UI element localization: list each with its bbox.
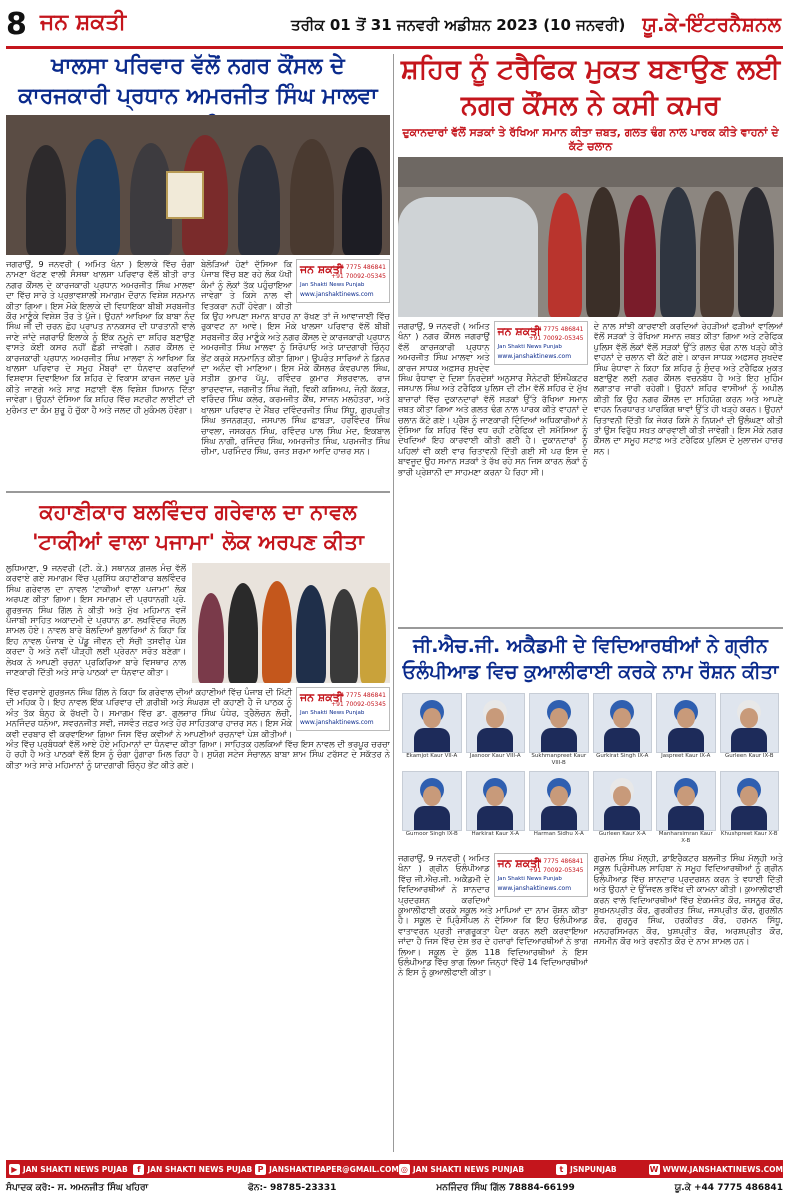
social-item[interactable]: [524, 1164, 649, 1175]
student-name: Gurkirat Singh IX-A: [596, 753, 649, 759]
student-name: Gurleen Kaur X-A: [598, 831, 646, 837]
student-photo: [656, 771, 716, 831]
student-card: [466, 693, 526, 767]
student-photo: [402, 771, 462, 831]
story-traffic-drive: [398, 52, 783, 623]
student-card: [402, 693, 462, 767]
student-photo: [466, 693, 526, 753]
headline: ਕਹਾਣੀਕਾਰ ਬਲਵਿੰਦਰ ਗਰੇਵਾਲ ਦਾ ਨਾਵਲ 'ਟਾਕੀਆਂ ਵਾਲਾ ਪਜਾਮਾ' ਲੋਕ ਅਰਪਣ ਕੀਤਾ: [32, 500, 364, 554]
story-photo: [192, 563, 390, 683]
student-name: Jaspreet Kaur IX-A: [661, 753, 711, 759]
section-title: ਯੂ.ਕੇ-ਇੰਟਰਨੈਸ਼ਨਲ: [642, 12, 781, 36]
student-name: Gurleen Kaur IX-B: [724, 753, 774, 759]
student-card: [529, 771, 589, 845]
student-gallery: [398, 689, 783, 849]
footer: [0, 1158, 789, 1200]
story-novel-launch: [6, 497, 390, 1087]
student-card: [402, 771, 462, 845]
story-text-intro: ਲੁਧਿਆਣਾ, 9 ਜਨਵਰੀ (ਟੀ. ਕੇ.) ਸਥਾਨਕ ਗ਼ਜ਼ਲ ਮੰਚ ਵੱਲੋਂ ਕਰਵਾਏ ਗਏ ਸਮਾਗਮ ਵਿੱਚ ਪ੍ਰਸਿੱਧ ਕਹਾਣੀਕਾਰ ਬਲਵਿੰਦਰ ਸਿੰਘ ਗਰੇਵਾਲ ਦਾ ਨਾਵਲ 'ਟਾਕੀਆਂ ਵਾਲਾ ਪਜਾਮਾ' ਲੋਕ ਅਰਪਣ ਕੀਤਾ ਗਿਆ। ਇਸ ਸਮਾਗਮ ਦੀ ਪ੍ਰਧਾਨਗੀ ਪ੍ਰੋ. ਗੁਰਭਜਨ ਸਿੰਘ ਗਿੱਲ ਨੇ ਕੀਤੀ ਅਤੇ ਮੁੱਖ ਮਹਿਮਾਨ ਵਜੋਂ ਪੰਜਾਬੀ ਸਾਹਿਤ ਅਕਾਦਮੀ ਦੇ ਪ੍ਰਧਾਨ ਡਾ. ਲਖਵਿੰਦਰ ਜੌਹਲ ਸ਼ਾਮਲ ਹੋਏ। ਨਾਵਲ ਬਾਰੇ ਬੋਲਦਿਆਂ ਬੁਲਾਰਿਆਂ ਨੇ ਕਿਹਾ ਕਿ ਇਹ ਨਾਵਲ ਪੰਜਾਬ ਦੇ ਪੇਂਡੂ ਜੀਵਨ ਦੀ ਸੱਚੀ ਤਸਵੀਰ ਪੇਸ਼ ਕਰਦਾ ਹੈ ਅਤੇ ਨਵੀਂ ਪੀੜ੍ਹੀ ਲਈ ਪ੍ਰੇਰਨਾ ਸਰੋਤ ਬਣੇਗਾ। ਲੇਖਕ ਨੇ ਆਪਣੀ ਰਚਨਾ ਪ੍ਰਕਿਰਿਆ ਬਾਰੇ ਵਿਸਥਾਰ ਨਾਲ ਜਾਣਕਾਰੀ ਦਿੱਤੀ ਅਤੇ ਸਾਰੇ ਪਾਠਕਾਂ ਦਾ ਧੰਨਵਾਦ ਕੀਤਾ।: [6, 563, 186, 678]
student-photo: [656, 693, 716, 753]
social-item[interactable]: [399, 1164, 524, 1175]
page-number: 8: [6, 7, 27, 42]
social-item[interactable]: [6, 1164, 131, 1175]
story-text-col1: ਜਨ ਸ਼ਕਤੀ +44 7775 486841 +91 70092-05345 Jan Shakti News Punjab www.janshaktinews.com ਜਗਰਾਉਂ, 9 ਜਨਵਰੀ ( ਅਮਿਤ ਖੰਨਾ ) ਨਗਰ ਕੌਂਸਲ ਜਗਰਾਉਂ ਵੱਲੋਂ ਕਾਰਜਕਾਰੀ ਪ੍ਰਧਾਨ ਅਮਰਜੀਤ ਸਿੰਘ ਮਾਲਵਾ ਅਤੇ ਕਾਰਜ ਸਾਧਕ ਅਫ਼ਸਰ ਸੁਖਦੇਵ ਸਿੰਘ ਰੰਧਾਵਾ ਦੇ ਦਿਸ਼ਾ ਨਿਰਦੇਸ਼ਾਂ ਅਨੁਸਾਰ ਸੈਨੇਟਰੀ ਇੰਸਪੈਕਟਰ ਜਸਪਾਲ ਸਿੰਘ ਅਤੇ ਟਰੈਫਿਕ ਪੁਲਿਸ ਦੀ ਟੀਮ ਵੱਲੋਂ ਸ਼ਹਿਰ ਦੇ ਮੁੱਖ ਬਾਜ਼ਾਰਾਂ ਵਿੱਚ ਦੁਕਾਨਦਾਰਾਂ ਵੱਲੋਂ ਸੜਕਾਂ ਉੱਤੇ ਰੱਖਿਆ ਸਮਾਨ ਜ਼ਬਤ ਕੀਤਾ ਗਿਆ ਅਤੇ ਗਲਤ ਢੰਗ ਨਾਲ ਪਾਰਕ ਕੀਤੇ ਵਾਹਨਾਂ ਦੇ ਚਲਾਨ ਕੱਟੇ ਗਏ। ਪ੍ਰੈਸ ਨੂੰ ਜਾਣਕਾਰੀ ਦਿੰਦਿਆਂ ਅਧਿਕਾਰੀਆਂ ਨੇ ਦੱਸਿਆ ਕਿ ਸ਼ਹਿਰ ਵਿੱਚ ਵਧ ਰਹੀ ਟਰੈਫਿਕ ਦੀ ਸਮੱਸਿਆ ਨੂੰ ਦੇਖਦਿਆਂ ਇਹ ਕਾਰਵਾਈ ਕੀਤੀ ਗਈ ਹੈ। ਦੁਕਾਨਦਾਰਾਂ ਨੂੰ ਪਹਿਲਾਂ ਵੀ ਕਈ ਵਾਰ ਚਿਤਾਵਨੀ ਦਿੱਤੀ ਗਈ ਸੀ ਪਰ ਇਸ ਦੇ ਬਾਵਜੂਦ ਉਹ ਸਮਾਨ ਸੜਕਾਂ ਤੇ ਰੱਖ ਰਹੇ ਸਨ ਜਿਸ ਕਾਰਨ ਲੋਕਾਂ ਨੂੰ ਭਾਰੀ ਪ੍ਰੇਸ਼ਾਨੀ ਦਾ ਸਾਹਮਣਾ ਕਰਨਾ ਪੈ ਰਿਹਾ ਸੀ।: [398, 321, 588, 477]
story-khalsa-parivar: [6, 52, 390, 487]
student-card: [656, 771, 716, 845]
social-icon: t: [556, 1164, 567, 1175]
brand-logo: ਜਨ ਸ਼ਕਤੀ: [40, 10, 127, 35]
student-name: Gurnoor Singh IX-B: [405, 831, 458, 837]
student-photo: [593, 771, 653, 831]
student-name: Khushpreet Kaur X-B: [720, 831, 778, 837]
jan-shakti-logo-box: ਜਨ ਸ਼ਕਤੀ +44 7775 486841 +91 70092-05345 Jan Shakti News Punjab www.janshaktinews.com: [296, 687, 390, 731]
manager-credit: ਮਨਜਿੰਦਰ ਸਿੰਘ ਗਿੱਲ 78884-66199: [436, 1183, 575, 1193]
story-text-col1: ਜਨ ਸ਼ਕਤੀ +44 7775 486841 +91 70092-05345 Jan Shakti News Punjab www.janshaktinews.com ਜਗਰਾਉਂ, 9 ਜਨਵਰੀ ( ਅਮਿਤ ਖੰਨਾ ) ਗ੍ਰੀਨ ਓਲੰਪੀਆਡ ਵਿੱਚ ਜੀ.ਐਚ.ਜੀ. ਅਕੈਡਮੀ ਦੇ ਵਿਦਿਆਰਥੀਆਂ ਨੇ ਸ਼ਾਨਦਾਰ ਪ੍ਰਦਰਸ਼ਨ ਕਰਦਿਆਂ ਕੁਆਲੀਫਾਈ ਕਰਕੇ ਸਕੂਲ ਅਤੇ ਮਾਪਿਆਂ ਦਾ ਨਾਮ ਰੌਸ਼ਨ ਕੀਤਾ ਹੈ। ਸਕੂਲ ਦੇ ਪ੍ਰਿੰਸੀਪਲ ਨੇ ਦੱਸਿਆ ਕਿ ਇਹ ਓਲੰਪੀਆਡ ਵਾਤਾਵਰਨ ਪ੍ਰਤੀ ਜਾਗਰੂਕਤਾ ਪੈਦਾ ਕਰਨ ਲਈ ਕਰਵਾਇਆ ਜਾਂਦਾ ਹੈ ਜਿਸ ਵਿੱਚ ਦੇਸ਼ ਭਰ ਦੇ ਹਜ਼ਾਰਾਂ ਵਿਦਿਆਰਥੀਆਂ ਨੇ ਭਾਗ ਲਿਆ। ਸਕੂਲ ਦੇ ਕੁੱਲ 118 ਵਿਦਿਆਰਥੀਆਂ ਨੇ ਇਸ ਓਲੰਪੀਆਡ ਵਿੱਚ ਭਾਗ ਲਿਆ ਜਿਨ੍ਹਾਂ ਵਿੱਚੋਂ 14 ਵਿਦਿਆਰਥੀਆਂ ਨੇ ਇਸ ਨੂੰ ਕੁਆਲੀਫਾਈ ਕੀਤਾ।: [398, 853, 588, 978]
social-icon: f: [133, 1164, 144, 1175]
student-photo: [720, 693, 780, 753]
story-text-col2: ਦੇ ਨਾਲ ਸਾਂਝੀ ਕਾਰਵਾਈ ਕਰਦਿਆਂ ਰੇਹੜੀਆਂ ਫੜੀਆਂ ਵਾਲਿਆਂ ਵੱਲੋਂ ਸੜਕਾਂ ਤੇ ਰੱਖਿਆ ਸਮਾਨ ਜ਼ਬਤ ਕੀਤਾ ਗਿਆ ਅਤੇ ਟਰੈਫਿਕ ਪੁਲਿਸ ਵੱਲੋਂ ਲੋਕਾਂ ਵੱਲੋਂ ਸੜਕਾਂ ਉੱਤੇ ਗਲਤ ਢੰਗ ਨਾਲ ਖੜ੍ਹੇ ਕੀਤੇ ਵਾਹਨਾਂ ਦੇ ਚਲਾਨ ਵੀ ਕੱਟੇ ਗਏ। ਕਾਰਜ ਸਾਧਕ ਅਫ਼ਸਰ ਸੁਖਦੇਵ ਸਿੰਘ ਰੰਧਾਵਾ ਨੇ ਕਿਹਾ ਕਿ ਸ਼ਹਿਰ ਨੂੰ ਸੁੰਦਰ ਅਤੇ ਟਰੈਫਿਕ ਮੁਕਤ ਬਣਾਉਣ ਲਈ ਨਗਰ ਕੌਂਸਲ ਵਚਨਬੱਧ ਹੈ ਅਤੇ ਇਹ ਮੁਹਿੰਮ ਲਗਾਤਾਰ ਜਾਰੀ ਰਹੇਗੀ। ਉਹਨਾਂ ਸ਼ਹਿਰ ਵਾਸੀਆਂ ਨੂੰ ਅਪੀਲ ਕੀਤੀ ਕਿ ਉਹ ਨਗਰ ਕੌਂਸਲ ਦਾ ਸਹਿਯੋਗ ਕਰਨ ਅਤੇ ਆਪਣੇ ਵਾਹਨ ਨਿਰਧਾਰਤ ਪਾਰਕਿੰਗ ਥਾਵਾਂ ਉੱਤੇ ਹੀ ਖੜ੍ਹੇ ਕਰਨ। ਉਹਨਾਂ ਚਿਤਾਵਨੀ ਦਿੱਤੀ ਕਿ ਜੇਕਰ ਕਿਸੇ ਨੇ ਨਿਯਮਾਂ ਦੀ ਉਲੰਘਣਾ ਕੀਤੀ ਤਾਂ ਉਸ ਵਿਰੁੱਧ ਸਖ਼ਤ ਕਾਰਵਾਈ ਕੀਤੀ ਜਾਵੇਗੀ। ਇਸ ਮੌਕੇ ਨਗਰ ਕੌਂਸਲ ਦਾ ਸਮੂਹ ਸਟਾਫ਼ ਅਤੇ ਟਰੈਫਿਕ ਪੁਲਿਸ ਦੇ ਮੁਲਾਜ਼ਮ ਹਾਜ਼ਰ ਸਨ।: [593, 321, 783, 456]
right-column: [398, 52, 783, 1037]
left-column: [6, 52, 390, 1087]
jan-shakti-logo-box: ਜਨ ਸ਼ਕਤੀ +44 7775 486841 +91 70092-05345 Jan Shakti News Punjab www.janshaktinews.com: [494, 321, 588, 365]
student-photo: [529, 693, 589, 753]
divider: [398, 627, 783, 629]
dateline: ਤਰੀਕ 01 ਤੋਂ 31 ਜਨਵਰੀ ਅਡੀਸ਼ਨ 2023 (10 ਜਨਵਰੀ): [291, 16, 626, 34]
column-divider: [393, 54, 394, 1152]
social-icon: W: [649, 1164, 659, 1174]
headline: ਜੀ.ਐਚ.ਜੀ. ਅਕੈਡਮੀ ਦੇ ਵਿਦਿਆਰਥੀਆਂ ਨੇ ਗ੍ਰੀਨ ਓਲੰਪੀਆਡ ਵਿਚ ਕੁਆਲੀਫਾਈ ਕਰਕੇ ਨਾਮ ਰੌਸ਼ਨ ਕੀਤਾ: [402, 635, 779, 683]
student-photo: [402, 693, 462, 753]
social-label: JANSHAKTIPAPER@GMAIL.COM: [269, 1164, 399, 1174]
jan-shakti-logo-box: ਜਨ ਸ਼ਕਤੀ +44 7775 486841 +91 70092-05345 Jan Shakti News Punjab www.janshaktinews.com: [494, 853, 588, 897]
student-name: Sukhmanpreet Kaur VIII-B: [531, 753, 587, 766]
student-photo: [593, 693, 653, 753]
student-card: [593, 693, 653, 767]
footer-contacts: [6, 1180, 783, 1196]
headline: ਸ਼ਹਿਰ ਨੂੰ ਟਰੈਫਿਕ ਮੁਕਤ ਬਣਾਉਣ ਲਈ ਨਗਰ ਕੌਂਸਲ ਨੇ ਕਸੀ ਕਮਰ: [400, 54, 781, 121]
student-photo: [529, 771, 589, 831]
social-label: JAN SHAKTI NEWS PUJAB: [22, 1164, 128, 1174]
student-name: Harman Sidhu X-A: [533, 831, 584, 837]
jan-shakti-logo-box: ਜਨ ਸ਼ਕਤੀ +44 7775 486841 +91 70092-05345 Jan Shakti News Punjab www.janshaktinews.com: [296, 259, 390, 303]
social-label: JAN SHAKTI NEWS PUJAB: [147, 1164, 253, 1174]
social-bar: [6, 1160, 783, 1178]
student-name: Harkirat Kaur X-A: [471, 831, 519, 837]
social-label: WWW.JANSHAKTINEWS.COM: [662, 1164, 783, 1174]
social-item[interactable]: [649, 1164, 783, 1175]
social-icon: P: [255, 1164, 266, 1175]
student-name: Ekamjot Kaur VII-A: [406, 753, 458, 759]
story-green-olympiad: [398, 633, 783, 1037]
student-card: [720, 693, 780, 767]
headline: ਖਾਲਸਾ ਪਰਿਵਾਰ ਵੱਲੋਂ ਨਗਰ ਕੌਂਸਲ ਦੇ ਕਾਰਜਕਾਰੀ ਪ੍ਰਧਾਨ ਅਮਰਜੀਤ ਸਿੰਘ ਮਾਲਵਾ: [18, 54, 378, 109]
social-label: JSNPUNJAB: [569, 1164, 617, 1174]
student-photo: [720, 771, 780, 831]
story-photo: [398, 157, 783, 317]
story-text-col2: ਗੁਰਮੇਲ ਸਿੰਘ ਮੱਲ੍ਹੀ, ਡਾਇਰੈਕਟਰ ਬਲਜੀਤ ਸਿੰਘ ਮੱਲ੍ਹੀ ਅਤੇ ਸਕੂਲ ਪ੍ਰਿੰਸੀਪਲ ਸਾਹਿਬਾ ਨੇ ਸਮੂਹ ਵਿਦਿਆਰਥੀਆਂ ਨੂੰ ਗ੍ਰੀਨ ਓਲੰਪੀਆਡ ਵਿੱਚ ਸ਼ਾਨਦਾਰ ਪ੍ਰਦਰਸ਼ਨ ਕਰਨ ਤੇ ਵਧਾਈ ਦਿੱਤੀ ਅਤੇ ਉਹਨਾਂ ਦੇ ਉੱਜਵਲ ਭਵਿੱਖ ਦੀ ਕਾਮਨਾ ਕੀਤੀ। ਕੁਆਲੀਫਾਈ ਕਰਨ ਵਾਲੇ ਵਿਦਿਆਰਥੀਆਂ ਵਿੱਚ ਏਕਮਜੋਤ ਕੌਰ, ਜਸਨੂਰ ਕੌਰ, ਸੁਖਮਨਪ੍ਰੀਤ ਕੌਰ, ਗੁਰਕੀਰਤ ਸਿੰਘ, ਜਸਪ੍ਰੀਤ ਕੌਰ, ਗੁਰਲੀਨ ਕੌਰ, ਗੁਰਨੂਰ ਸਿੰਘ, ਹਰਕੀਰਤ ਕੌਰ, ਹਰਮਨ ਸਿੱਧੂ, ਮਨਹਰਸਿਮਰਨ ਕੌਰ, ਖੁਸ਼ਪ੍ਰੀਤ ਕੌਰ, ਅਰਸ਼ਪ੍ਰੀਤ ਕੌਰ, ਜਸਮੀਨ ਕੌਰ ਅਤੇ ਰਵਨੀਤ ਕੌਰ ਦੇ ਨਾਮ ਸ਼ਾਮਲ ਹਨ।: [593, 853, 783, 947]
student-name: Jasnoor Kaur VIII-A: [469, 753, 521, 759]
student-photo: [466, 771, 526, 831]
social-icon: ◎: [399, 1164, 410, 1175]
social-item[interactable]: [131, 1164, 256, 1175]
social-label: JAN SHAKTI NEWS PUNJAB: [412, 1164, 525, 1174]
story-text-body: ਜਨ ਸ਼ਕਤੀ +44 7775 486841 +91 70092-05345 Jan Shakti News Punjab www.janshaktinews.com ਵਿੱਚ ਵਰਸਾਏ ਗੁਰਭਜਨ ਸਿੰਘ ਗਿੱਲ ਨੇ ਕਿਹਾ ਕਿ ਗਰੇਵਾਲ ਦੀਆਂ ਕਹਾਣੀਆਂ ਵਿੱਚ ਪੰਜਾਬ ਦੀ ਮਿੱਟੀ ਦੀ ਮਹਿਕ ਹੈ। ਇਹ ਨਾਵਲ ਇੱਕ ਪਰਿਵਾਰ ਦੀ ਗ਼ਰੀਬੀ ਅਤੇ ਸੰਘਰਸ਼ ਦੀ ਕਹਾਣੀ ਹੈ ਜੋ ਪਾਠਕ ਨੂੰ ਅੰਤ ਤੱਕ ਬੰਨ੍ਹ ਕੇ ਰੱਖਦੀ ਹੈ। ਸਮਾਗਮ ਵਿੱਚ ਡਾ. ਗੁਲਜ਼ਾਰ ਸਿੰਘ ਪੰਧੇਰ, ਤ੍ਰੈਲੋਚਨ ਲੋਚੀ, ਮਨਜਿੰਦਰ ਧਨੋਆ, ਸਵਰਨਜੀਤ ਸਵੀ, ਜਸਵੰਤ ਜ਼ਫ਼ਰ ਅਤੇ ਹੋਰ ਸਾਹਿਤਕਾਰ ਹਾਜ਼ਰ ਸਨ। ਇਸ ਮੌਕੇ ਕਵੀ ਦਰਬਾਰ ਵੀ ਕਰਵਾਇਆ ਗਿਆ ਜਿਸ ਵਿੱਚ ਕਵੀਆਂ ਨੇ ਆਪਣੀਆਂ ਰਚਨਾਵਾਂ ਪੇਸ਼ ਕੀਤੀਆਂ। ਅੰਤ ਵਿੱਚ ਪ੍ਰਬੰਧਕਾਂ ਵੱਲੋਂ ਆਏ ਹੋਏ ਮਹਿਮਾਨਾਂ ਦਾ ਧੰਨਵਾਦ ਕੀਤਾ ਗਿਆ। ਸਾਹਿਤਕ ਹਲਕਿਆਂ ਵਿੱਚ ਇਸ ਨਾਵਲ ਦੀ ਭਰਪੂਰ ਚਰਚਾ ਹੋ ਰਹੀ ਹੈ ਅਤੇ ਪਾਠਕਾਂ ਵੱਲੋਂ ਇਸ ਨੂੰ ਚੰਗਾ ਹੁੰਗਾਰਾ ਮਿਲ ਰਿਹਾ ਹੈ। ਸੁਯੋਗ ਸਟੇਜ ਸੰਚਾਲਨ ਬਾਬਾ ਸ਼ਾਮ ਸਿੰਘ ਟਰੱਸਟ ਦੇ ਸਕੱਤਰ ਨੇ ਕੀਤਾ ਅਤੇ ਸਾਰੇ ਮਹਿਮਾਨਾਂ ਨੂੰ ਯਾਦਗਾਰੀ ਚਿੰਨ੍ਹ ਭੇਂਟ ਕੀਤੇ ਗਏ।: [6, 687, 390, 770]
student-name: Manharsimran Kaur X-B: [658, 831, 713, 844]
student-card: [656, 693, 716, 767]
divider: [6, 491, 390, 493]
editor-credit: ਸੰਪਾਦਕ ਕਰੋ:- ਸ. ਅਮਨਜੀਤ ਸਿੰਘ ਖਹਿਰਾ: [6, 1183, 149, 1193]
story-text-col2: ਜਨ ਸ਼ਕਤੀ +44 7775 486841 +91 70092-05345 Jan Shakti News Punjab www.janshaktinews.com ਬੇਲੋੜਿਆਂ ਹੋਣਾਂ ਦੱਸਿਆ ਕਿ ਪੰਜਾਬ ਵਿੱਚ ਬਣ ਰਹੇ ਲੋਕ ਪੱਖੀ ਕੰਮਾਂ ਨੂੰ ਲੋਕਾਂ ਤੱਕ ਪਹੁੰਚਾਇਆ ਜਾਵੇਗਾ ਤੇ ਕਿਸੇ ਨਾਲ ਵੀ ਵਿਤਕਰਾ ਨਹੀਂ ਹੋਵੇਗਾ। ਕੀਤੀ ਕਿ ਉਹ ਆਪਣਾ ਸਮਾਨ ਬਾਹਰ ਨਾ ਰੱਖਣ ਤਾਂ ਜੋ ਆਵਾਜਾਈ ਵਿੱਚ ਰੁਕਾਵਟ ਨਾ ਆਵੇ। ਇਸ ਮੌਕੇ ਖਾਲਸਾ ਪਰਿਵਾਰ ਵੱਲੋਂ ਬੀਬੀ ਸਰਬਜੀਤ ਕੌਰ ਮਾਣੂੰਕੇ ਅਤੇ ਨਗਰ ਕੌਂਸਲ ਦੇ ਕਾਰਜਕਾਰੀ ਪ੍ਰਧਾਨ ਅਮਰਜੀਤ ਸਿੰਘ ਮਾਲਵਾ ਨੂੰ ਸਿਰੋਪਾਓ ਅਤੇ ਯਾਦਗਾਰੀ ਚਿੰਨ੍ਹ ਭੇਂਟ ਕਰਕੇ ਸਨਮਾਨਿਤ ਕੀਤਾ ਗਿਆ। ਉਪਰੰਤ ਸਾਰਿਆਂ ਨੇ ਡਿਨਰ ਦਾ ਅਨੰਦ ਵੀ ਮਾਣਿਆ। ਇਸ ਮੌਕੇ ਕੌਂਸਲਰ ਕੰਵਰਪਾਲ ਸਿੰਘ, ਸਤੀਸ਼ ਕੁਮਾਰ ਪੱਪੂ, ਰਵਿੰਦਰ ਕੁਮਾਰ ਸੱਭਰਵਾਲ, ਰਾਜ ਭਾਰਦਵਾਜ, ਜਗਜੀਤ ਸਿੰਘ ਜੱਗੀ, ਵਿਕੀ ਕਸ਼ਿਅਪ, ਜੋਨੀ ਕੱਕੜ, ਵਰਿੰਦਰ ਸਿੰਘ ਕਲੇਰ, ਕਰਮਜੀਤ ਕੈਂਥ, ਸਾਜਨ ਮਲਹੋਤਰਾ, ਅਤੇ ਖਾਲਸਾ ਪਰਿਵਾਰ ਦੇ ਮੈਂਬਰ ਦਵਿੰਦਰਜੀਤ ਸਿੰਘ ਸਿੱਧੂ, ਗੁਰਪ੍ਰੀਤ ਸਿੰਘ ਭਜਨਗੜ੍ਹ, ਜਸਪਾਲ ਸਿੰਘ ਛਾਬੜਾ, ਹਰਵਿੰਦਰ ਸਿੰਘ ਚਾਵਲਾ, ਜਸਕਰਨ ਸਿੰਘ, ਰਵਿੰਦਰ ਪਾਲ ਸਿੰਘ ਮੇਦ, ਇਕਬਾਲ ਸਿੰਘ ਨਾਗੀ, ਰਜਿੰਦਰ ਸਿੰਘ, ਅਮਰਜੀਤ ਸਿੰਘ, ਪਰਮਜੀਤ ਸਿੰਘ ਚੀਮਾ, ਪਰਮਿੰਦਰ ਸਿੰਘ, ਰਜਤ ਸ਼ਰਮਾ ਆਦਿ ਹਾਜ਼ਰ ਸਨ।: [201, 259, 390, 457]
student-card: [593, 771, 653, 845]
story-photo: [6, 115, 390, 255]
student-card: [720, 771, 780, 845]
phone-number: ਫੋਨ:- 98785-23331: [248, 1183, 337, 1193]
masthead: [6, 6, 783, 49]
subheadline: ਦੁਕਾਨਦਾਰਾਂ ਵੱਲੋਂ ਸੜਕਾਂ ਤੇ ਰੱਖਿਆ ਸਮਾਨ ਕੀਤਾ ਜ਼ਬਤ, ਗਲਤ ਢੰਗ ਨਾਲ ਪਾਰਕ ਕੀਤੇ ਵਾਹਨਾਂ ਦੇ ਕੱਟੇ ਚਲਾਨ: [402, 126, 779, 153]
story-text-col1: ਜਗਰਾਉਂ, 9 ਜਨਵਰੀ ( ਅਮਿਤ ਖੰਨਾ ) ਇਲਾਕੇ ਵਿੱਚ ਚੰਗਾ ਨਾਮਣਾ ਖੱਟਣ ਵਾਲੀ ਸੰਸਥਾ ਖਾਲਸਾ ਪਰਿਵਾਰ ਵੱਲੋਂ ਬੀਤੀ ਰਾਤ ਨਗਰ ਕੌਂਸਲ ਦੇ ਕਾਰਜਕਾਰੀ ਪ੍ਰਧਾਨ ਅਮਰਜੀਤ ਸਿੰਘ ਮਾਲਵਾ ਦਾ ਵਿੱਚ ਸਾਰੇ ਤੇ ਪ੍ਰਭਾਵਸ਼ਾਲੀ ਸਮਾਗਮ ਦੌਰਾਨ ਵਿਸ਼ੇਸ਼ ਸਨਮਾਨ ਕੀਤਾ ਗਿਆ। ਇਸ ਮੌਕੇ ਇਲਾਕੇ ਦੀ ਵਿਧਾਇਕਾ ਬੀਬੀ ਸਰਬਜੀਤ ਕੌਰ ਮਾਣੂੰਕੇ ਵਿਸ਼ੇਸ਼ ਤੌਰ ਤੇ ਪੁੱਜੇ। ਉਹਨਾਂ ਆਖਿਆ ਕਿ ਬਾਬਾ ਨੰਦ ਸਿੰਘ ਜੀ ਦੀ ਚਰਨ ਛੋਹ ਪ੍ਰਾਪਤ ਨਾਨਕਸਰ ਦੀ ਧਾਰਤਾਨੀ ਵਾਲੇ ਜਾਣੇ ਜਾਂਦੇ ਜਗਰਾਓਂ ਇਲਾਕੇ ਨੂੰ ਇੱਕ ਨਮੂਨੇ ਦਾ ਸ਼ਹਿਰ ਬਣਾਉਣ ਵਾਸਤੇ ਕੋਈ ਕਸਰ ਨਹੀਂ ਛੱਡੀ ਜਾਵੇਗੀ। ਨਗਰ ਕੌਂਸਲ ਦੇ ਕਾਰਜਕਾਰੀ ਪ੍ਰਧਾਨ ਅਮਰਜੀਤ ਸਿੰਘ ਮਾਲਵਾ ਨੇ ਆਖਿਆ ਕਿ ਖਾਲਸਾ ਪਰਿਵਾਰ ਦੇ ਸਮੂਹ ਮੈਂਬਰਾਂ ਦਾ ਧੰਨਵਾਦ ਕਰਦਿਆਂ ਵਿਸ਼ਵਾਸ ਦਿਵਾਇਆ ਕਿ ਸ਼ਹਿਰ ਦੇ ਵਿਕਾਸ ਕਾਰਜ ਜਲਦ ਪੂਰੇ ਕੀਤੇ ਜਾਣਗੇ ਅਤੇ ਸਾਫ਼ ਸਫ਼ਾਈ ਵੱਲ ਵਿਸ਼ੇਸ਼ ਧਿਆਨ ਦਿੱਤਾ ਜਾਵੇਗਾ। ਉਹਨਾਂ ਦੱਸਿਆ ਕਿ ਸ਼ਹਿਰ ਵਿੱਚ ਸਟਰੀਟ ਲਾਈਟਾਂ ਦੀ ਮੁਰੰਮਤ ਦਾ ਕੰਮ ਸ਼ੁਰੂ ਹੋ ਚੁੱਕਾ ਹੈ ਅਤੇ ਜਲਦ ਹੀ ਮੁਕੰਮਲ ਹੋਵੇਗਾ।: [6, 259, 195, 415]
social-icon: ▶: [9, 1164, 20, 1175]
student-card: [466, 771, 526, 845]
student-card: [529, 693, 589, 767]
social-item[interactable]: [255, 1164, 399, 1175]
uk-phone: ਯੂ.ਕੇ +44 7775 486841: [674, 1183, 783, 1193]
